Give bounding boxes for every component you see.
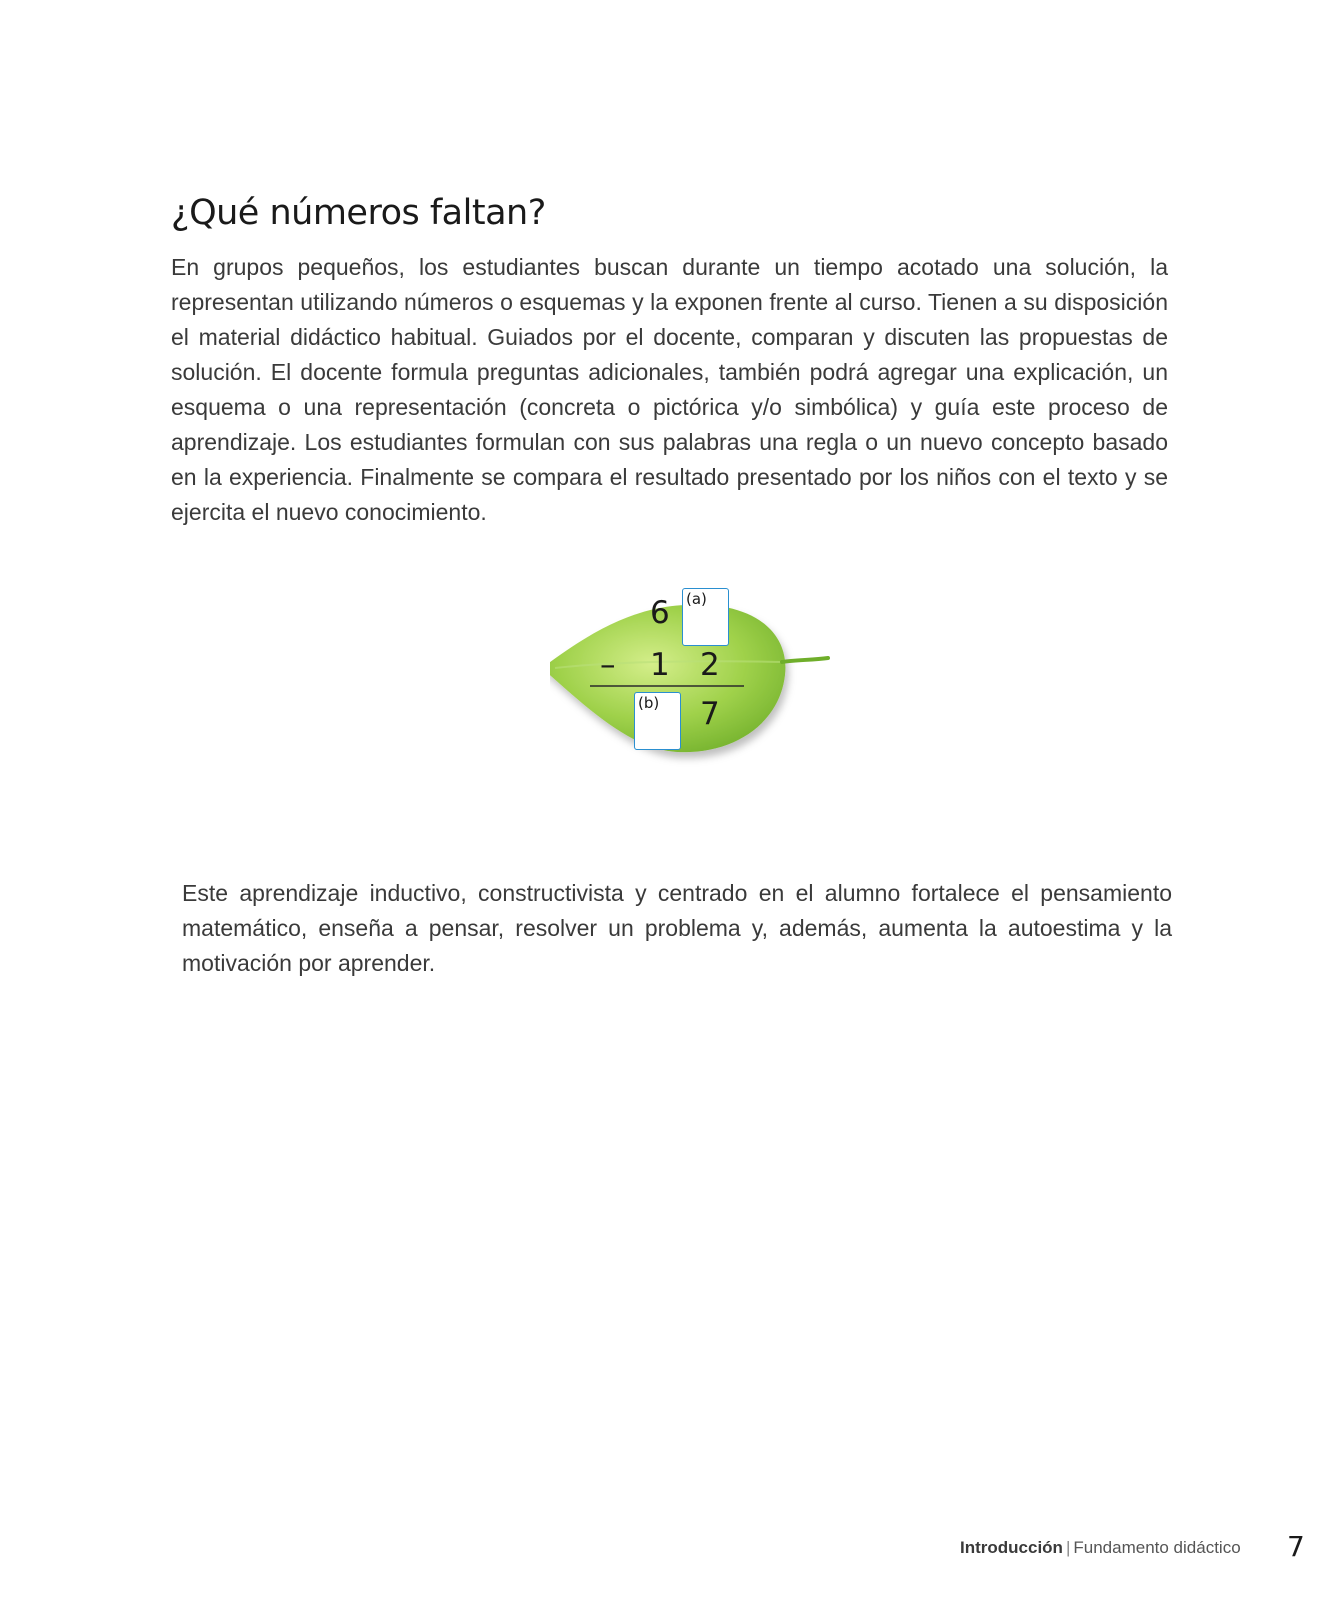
- footer-subsection: Fundamento didáctico: [1073, 1538, 1241, 1557]
- box-a-label: (a): [686, 590, 707, 608]
- footer-separator: |: [1065, 1538, 1071, 1557]
- subtrahend-units-digit: 2: [700, 647, 720, 683]
- leaf-subtraction-figure: [550, 590, 840, 780]
- minuend-tens-digit: 6: [650, 595, 670, 631]
- missing-digit-box-b[interactable]: [634, 692, 681, 750]
- minus-sign: –: [600, 647, 616, 683]
- page-number: 7: [1287, 1530, 1305, 1563]
- subtrahend-tens-digit: 1: [650, 647, 670, 683]
- box-b-label: (b): [638, 694, 660, 712]
- page-title: ¿Qué números faltan?: [171, 193, 546, 233]
- conclusion-paragraph: Este aprendizaje inductivo, constructivista y centrado en el alumno fortalece el pensamiento matemático, enseña a pensar, resolver un problema y, además, aumenta la autoestima y la motivación por aprender.: [182, 880, 1172, 976]
- intro-paragraph: En grupos pequeños, los estudiantes buscan durante un tiempo acotado una solución, la representan utilizando números o esquemas y la exponen frente al curso. Tienen a su disposición el material didáctico habitual. Guiados por el docente, comparan y discuten las propuestas de solución. El docente formula preguntas adicionales, también podrá agregar una explicación, un esquema o una representación (concreta o pictórica y/o simbólica) y guía este proceso de aprendizaje. Los estudiantes formulan con sus palabras una regla o un nuevo concepto basado en la experiencia. Finalmente se compara el resultado presentado por los niños con el texto y se ejercita el nuevo conocimiento.: [171, 254, 1168, 525]
- missing-digit-box-a[interactable]: [682, 588, 729, 646]
- difference-units-digit: 7: [700, 696, 720, 732]
- footer-section: Introducción: [960, 1538, 1063, 1557]
- page-footer: [960, 1538, 1241, 1558]
